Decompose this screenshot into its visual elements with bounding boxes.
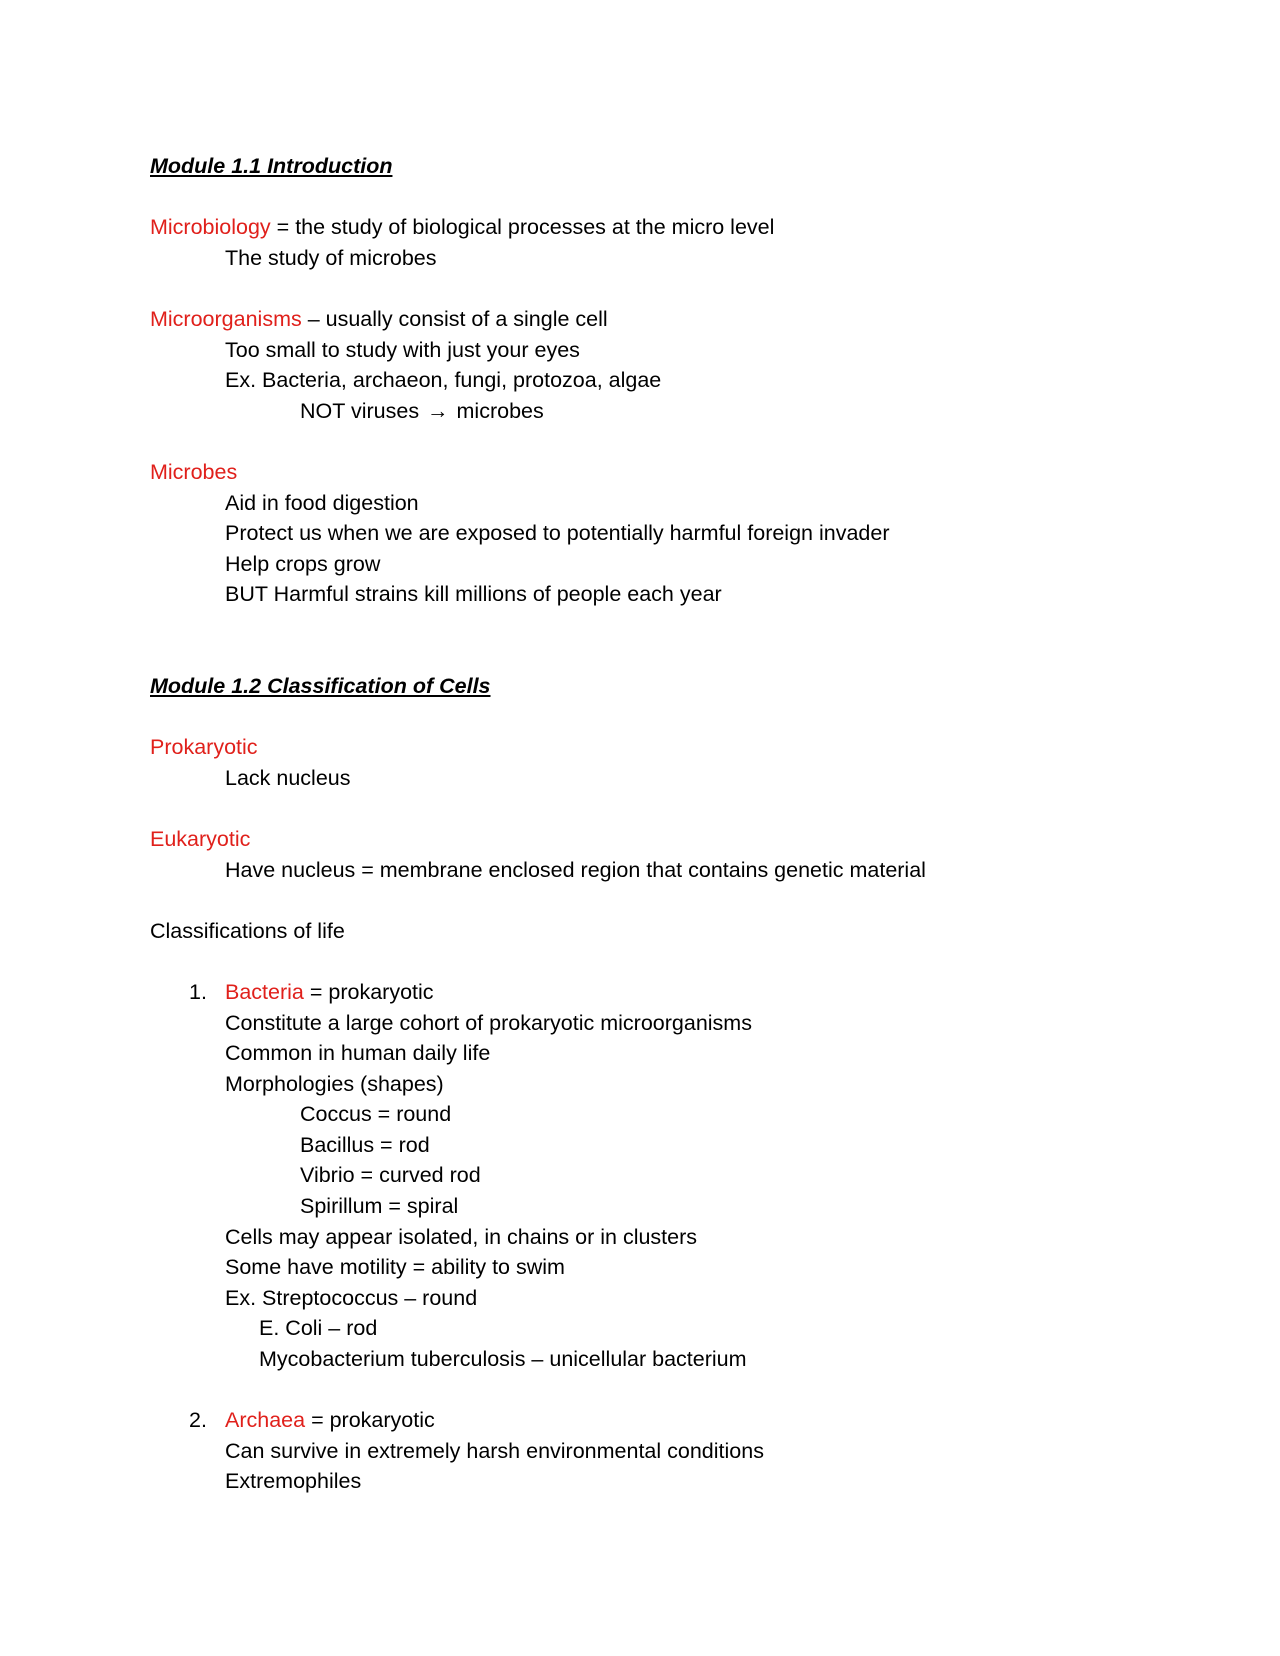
microbiology-definition: = the study of biological processes at the micro level xyxy=(270,215,775,239)
bacteria-list-item xyxy=(189,977,434,1007)
eukaryotic-term: Eukaryotic xyxy=(150,827,251,851)
right-arrow-icon: → xyxy=(427,399,449,423)
bacteria-shape: Vibrio = curved rod xyxy=(300,1163,481,1187)
microorganisms-term: Microorganisms xyxy=(150,307,302,331)
prokaryotic-sub: Lack nucleus xyxy=(225,766,351,790)
microorganisms-sub-3 xyxy=(300,396,544,426)
bacteria-shape: Coccus = round xyxy=(300,1102,452,1126)
bacteria-shape: Bacillus = rod xyxy=(300,1133,430,1157)
module-1-2-heading: Module 1.2 Classification of Cells xyxy=(150,674,491,698)
bacteria-item: Some have motility = ability to swim xyxy=(225,1255,565,1279)
archaea-item: Can survive in extremely harsh environmental conditions xyxy=(225,1439,764,1463)
bacteria-example: Mycobacterium tuberculosis – unicellular bacterium xyxy=(259,1347,747,1371)
bacteria-shape: Spirillum = spiral xyxy=(300,1194,459,1218)
archaea-item: Extremophiles xyxy=(225,1469,362,1493)
eukaryotic-sub: Have nucleus = membrane enclosed region that contains genetic material xyxy=(225,858,926,882)
bacteria-item: Cells may appear isolated, in chains or in clusters xyxy=(225,1225,698,1249)
microorganisms-line xyxy=(150,304,608,334)
microbiology-term: Microbiology xyxy=(150,215,271,239)
microbes-text: microbes xyxy=(450,399,544,423)
module-1-1-heading: Module 1.1 Introduction xyxy=(150,154,393,178)
archaea-definition: = prokaryotic xyxy=(305,1408,435,1432)
prokaryotic-term: Prokaryotic xyxy=(150,735,258,759)
archaea-term: Archaea xyxy=(225,1408,306,1432)
not-viruses-text: NOT viruses xyxy=(300,399,426,423)
microbes-item: Protect us when we are exposed to potentially harmful foreign invader xyxy=(225,521,890,545)
microorganisms-sub-1: Too small to study with just your eyes xyxy=(225,338,580,362)
bacteria-item: Common in human daily life xyxy=(225,1041,491,1065)
microbiology-line xyxy=(150,212,774,242)
bacteria-item: Ex. Streptococcus – round xyxy=(225,1286,478,1310)
bacteria-item: Morphologies (shapes) xyxy=(225,1072,444,1096)
archaea-list-item xyxy=(189,1405,435,1435)
microbes-item: Help crops grow xyxy=(225,552,381,576)
classifications-label: Classifications of life xyxy=(150,919,345,943)
microbes-term: Microbes xyxy=(150,460,238,484)
bacteria-definition: = prokaryotic xyxy=(303,980,434,1004)
microorganisms-definition: – usually consist of a single cell xyxy=(301,307,608,331)
microbiology-sub: The study of microbes xyxy=(225,246,437,270)
bacteria-term: Bacteria xyxy=(225,980,304,1004)
bacteria-item: Constitute a large cohort of prokaryotic microorganisms xyxy=(225,1011,752,1035)
bacteria-example: E. Coli – rod xyxy=(259,1316,378,1340)
microbes-item: BUT Harmful strains kill millions of people each year xyxy=(225,582,722,606)
microorganisms-sub-2: Ex. Bacteria, archaeon, fungi, protozoa, algae xyxy=(225,368,662,392)
list-number: 1. xyxy=(189,980,207,1004)
list-number: 2. xyxy=(189,1408,207,1432)
microbes-item: Aid in food digestion xyxy=(225,491,419,515)
